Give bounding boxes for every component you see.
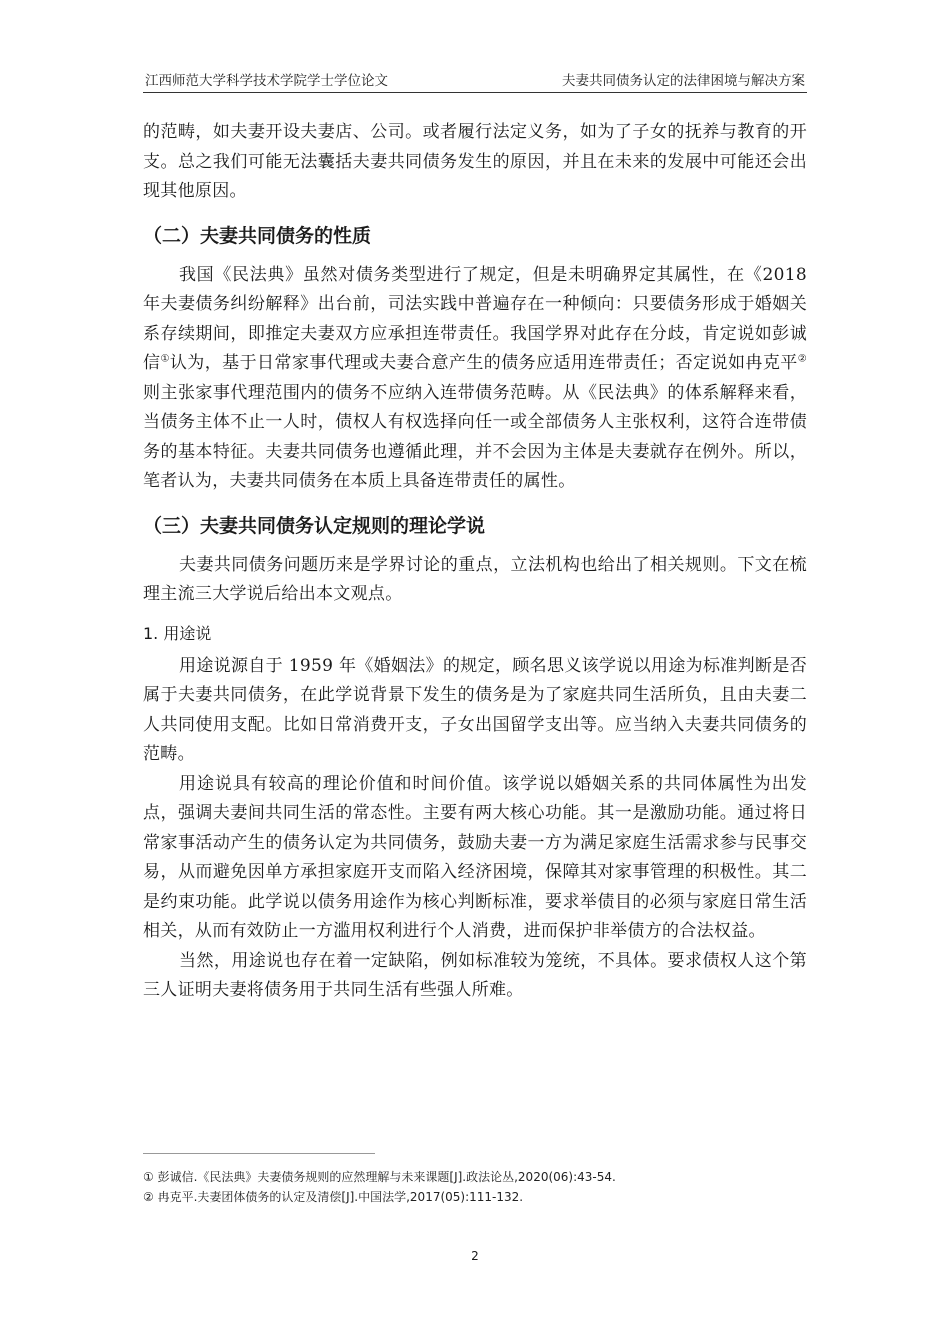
section-heading-nature: （二）夫妻共同债务的性质 — [143, 224, 372, 247]
footnote-1: ① 彭诚信.《民法典》夫妻债务规则的应然理解与未来课题[J].政法论丛,2020(06):43-54. — [143, 1170, 616, 1184]
subsection-heading-purpose-theory: 1. 用途说 — [143, 623, 212, 643]
paragraph-nature-part-c: 则主张家事代理范围内的债务不应纳入连带债务范畴。从《民法典》的体系解释来看，当债务主体不止一人时，债权人有权选择向任一或全部债务人主张权利，这符合连带债务的基本特征。夫妻共同债务也遵循此理，并不会因为主体是夫妻就存在例外。所以，笔者认为，夫妻共同债务在本质上具备连带责任的属性。 — [143, 382, 807, 491]
paragraph-purpose-value: 用途说具有较高的理论价值和时间价值。该学说以婚姻关系的共同体属性为出发点，强调夫妻间共同生活的常态性。主要有两大核心功能。其一是激励功能。通过将日常家事活动产生的债务认定为共同债务，鼓励夫妻一方为满足家庭生活需求参与民事交易，从而避免因单方承担家庭开支而陷入经济困境，保障其对家事管理的积极性。其二是约束功能。此学说以债务用途作为核心判断标准，要求举债目的必须与家庭日常生活相关，从而有效防止一方滥用权利进行个人消费，进而保护非举债方的合法权益。 — [143, 773, 807, 941]
paragraph-nature — [143, 261, 807, 497]
paragraph-purpose-origin: 用途说源自于 1959 年《婚姻法》的规定，顾名思义该学说以用途为标准判断是否属于夫妻共同债务，在此学说背景下发生的债务是为了家庭共同生活所负，且由夫妻二人共同使用支配。比如日常消费开支，子女出国留学支出等。应当纳入夫妻共同债务的范畴。 — [143, 655, 807, 764]
footnote-ref-2[interactable]: ② — [797, 353, 807, 365]
footnote-ref-1[interactable]: ① — [160, 353, 170, 365]
main-content — [143, 118, 807, 1006]
header-university: 江西师范大学科学技术学院学士学位论文 — [145, 73, 388, 89]
paragraph-nature-part-b: 认为，基于日常家事代理或夫妻合意产生的债务应适用连带责任；否定说如冉克平 — [169, 353, 798, 373]
page-number: 2 — [471, 1249, 479, 1263]
paragraph-purpose-defects: 当然，用途说也存在着一定缺陷，例如标准较为笼统，不具体。要求债权人这个第三人证明夫妻将债务用于共同生活有些强人所难。 — [143, 950, 807, 1000]
paragraph-continuation: 的范畴，如夫妻开设夫妻店、公司。或者履行法定义务，如为了子女的抚养与教育的开支。总之我们可能无法囊括夫妻共同债务发生的原因，并且在未来的发展中可能还会出现其他原因。 — [143, 122, 807, 201]
running-header — [143, 66, 807, 93]
section-heading-theories: （三）夫妻共同债务认定规则的理论学说 — [143, 514, 486, 537]
footnotes — [143, 1167, 807, 1207]
footnote-2: ② 冉克平.夫妻团体债务的认定及清偿[J].中国法学,2017(05):111-132. — [143, 1190, 524, 1204]
footnote-separator — [143, 1153, 375, 1154]
header-thesis-title: 夫妻共同债务认定的法律困境与解决方案 — [562, 73, 805, 89]
paragraph-nature-part-a: 我国《民法典》虽然对债务类型进行了规定，但是未明确界定其属性，在《2018年夫妻债务纠纷解释》出台前，司法实践中普遍存在一种倾向：只要债务形成于婚姻关系存续期间，即推定夫妻双方应承担连带责任。我国学界对此存在分歧，肯定说如彭诚信 — [143, 264, 807, 373]
paragraph-theories-intro: 夫妻共同债务问题历来是学界讨论的重点，立法机构也给出了相关规则。下文在梳理主流三大学说后给出本文观点。 — [143, 554, 807, 604]
